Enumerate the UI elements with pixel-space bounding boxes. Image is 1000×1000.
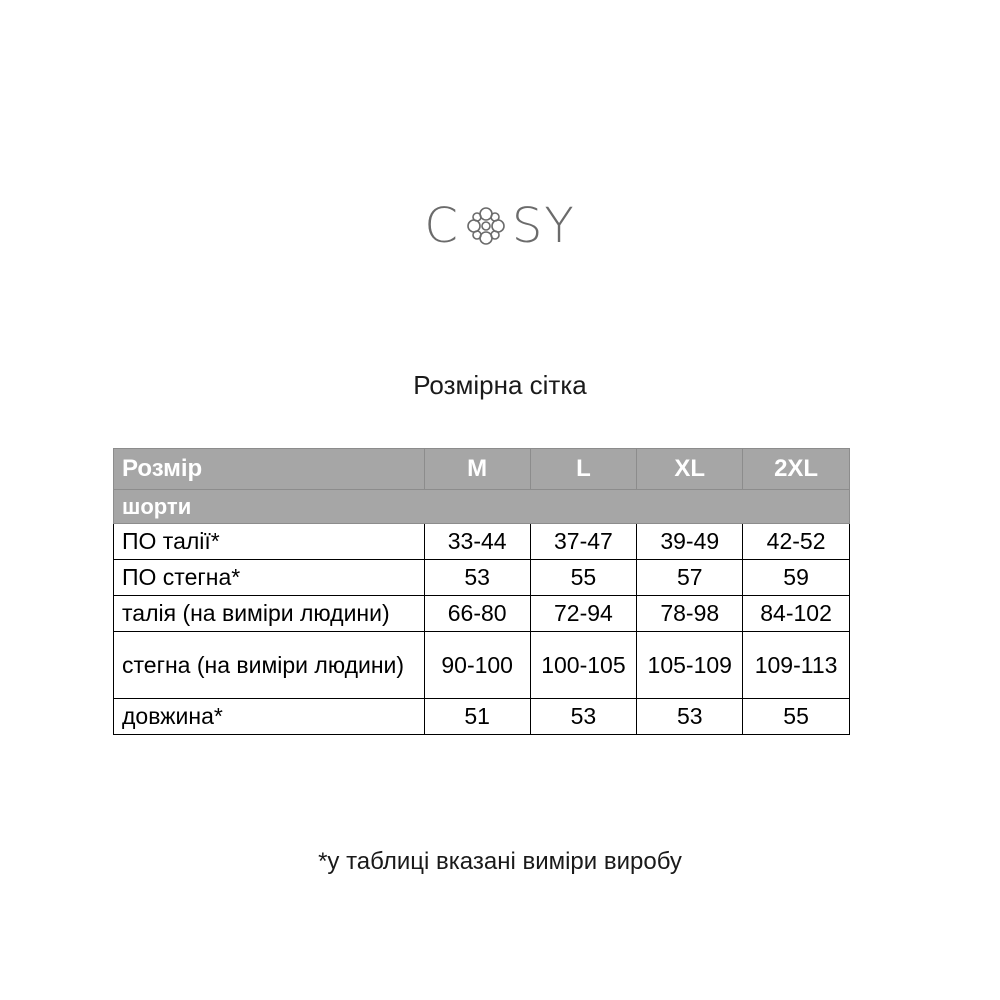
flower-ornament-icon <box>462 202 510 250</box>
table-cell: 55 <box>743 699 850 735</box>
table-cell: 53 <box>530 699 637 735</box>
table-row <box>114 560 850 596</box>
logo-letters-sy: SY <box>511 198 576 254</box>
table-cell: 72-94 <box>530 596 637 632</box>
table-cell: 51 <box>424 699 530 735</box>
table-cell: 90-100 <box>424 632 530 699</box>
table-cell: 37-47 <box>530 524 637 560</box>
header-size-xl: XL <box>637 449 743 490</box>
section-label: шорти <box>114 490 850 524</box>
header-size-l: L <box>530 449 637 490</box>
table-header-row <box>114 449 850 490</box>
table-cell: 33-44 <box>424 524 530 560</box>
table-cell: 55 <box>530 560 637 596</box>
table-cell: 109-113 <box>743 632 850 699</box>
table-row <box>114 524 850 560</box>
header-size-m: M <box>424 449 530 490</box>
header-size-2xl: 2XL <box>743 449 850 490</box>
logo-letter-c: C <box>424 198 460 254</box>
table-cell: 53 <box>637 699 743 735</box>
row-label: талія (на виміри людини) <box>114 596 425 632</box>
table-row <box>114 596 850 632</box>
table-row <box>114 699 850 735</box>
header-label: Розмір <box>114 449 425 490</box>
row-label: довжина* <box>114 699 425 735</box>
table-cell: 84-102 <box>743 596 850 632</box>
table-cell: 53 <box>424 560 530 596</box>
table-cell: 100-105 <box>530 632 637 699</box>
row-label: стегна (на виміри людини) <box>114 632 425 699</box>
table-section-row <box>114 490 850 524</box>
table-cell: 105-109 <box>637 632 743 699</box>
footnote: *у таблиці вказані виміри виробу <box>318 848 682 875</box>
table-cell: 59 <box>743 560 850 596</box>
brand-logo <box>0 196 1000 256</box>
table-row <box>114 632 850 699</box>
page-title: Розмірна сітка <box>413 370 587 400</box>
table-cell: 78-98 <box>637 596 743 632</box>
row-label: ПО стегна* <box>114 560 425 596</box>
size-table <box>113 448 850 735</box>
table-cell: 66-80 <box>424 596 530 632</box>
row-label: ПО талії* <box>114 524 425 560</box>
table-cell: 57 <box>637 560 743 596</box>
table-cell: 39-49 <box>637 524 743 560</box>
table-cell: 42-52 <box>743 524 850 560</box>
